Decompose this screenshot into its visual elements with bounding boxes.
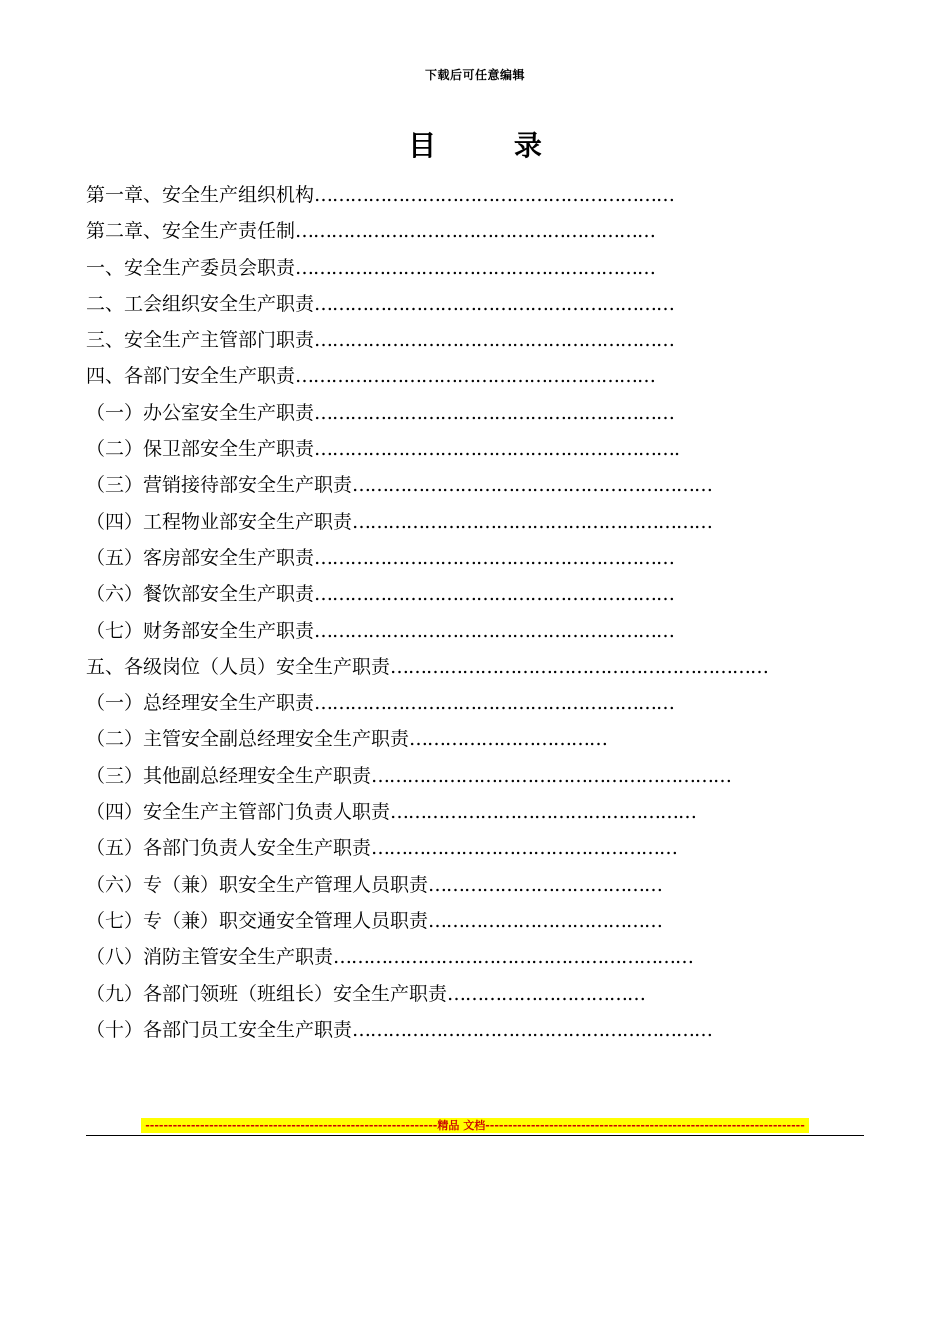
table-of-contents xyxy=(86,177,866,1048)
toc-entry[interactable] xyxy=(86,467,866,503)
toc-entry-text: （一）办公室安全生产职责 xyxy=(86,401,315,424)
toc-leader: ………………………………… xyxy=(428,873,663,896)
toc-entry[interactable] xyxy=(86,867,866,903)
toc-leader: …………………………………………………… xyxy=(295,256,656,279)
toc-entry-text: （六）专（兼）职安全生产管理人员职责 xyxy=(86,873,429,896)
toc-entry[interactable] xyxy=(86,613,866,649)
toc-entry[interactable] xyxy=(86,903,866,939)
toc-entry[interactable] xyxy=(86,794,866,830)
toc-leader: …………………………………………………… xyxy=(314,692,675,715)
toc-entry[interactable] xyxy=(86,649,866,685)
toc-leader: …………………………………………………… xyxy=(371,764,732,787)
toc-leader: …………………………………………………… xyxy=(314,546,675,569)
toc-entry[interactable] xyxy=(86,286,866,322)
toc-leader: …………………………………………………… xyxy=(314,184,675,206)
footer-divider xyxy=(86,1135,864,1136)
toc-leader: ……………………………………………………… xyxy=(390,655,769,678)
toc-leader: …………………………………………………… xyxy=(314,292,675,315)
toc-leader: …………………………… xyxy=(409,728,608,751)
toc-leader: …………………………………………… xyxy=(371,837,678,860)
toc-entry[interactable] xyxy=(86,685,866,721)
toc-entry-text: （三）其他副总经理安全生产职责 xyxy=(86,764,372,787)
page-title: 目 录 xyxy=(408,129,576,162)
toc-leader: …………………………………………………… xyxy=(295,365,656,388)
toc-entry[interactable] xyxy=(86,504,866,540)
toc-entry-text: （五）客房部安全生产职责 xyxy=(86,546,315,569)
toc-entry-text: （六）餐饮部安全生产职责 xyxy=(86,583,315,606)
header-note: 下载后可任意编辑 xyxy=(424,68,525,82)
toc-leader: …………………………… xyxy=(447,982,646,1005)
toc-entry-text: 三、安全生产主管部门职责 xyxy=(86,329,315,352)
toc-entry-text: （七）专（兼）职交通安全管理人员职责 xyxy=(86,909,429,932)
toc-entry-text: （四）安全生产主管部门负责人职责 xyxy=(86,801,391,824)
toc-leader: …………………………………………………… xyxy=(314,583,675,606)
toc-entry[interactable] xyxy=(86,213,866,249)
toc-entry[interactable] xyxy=(86,576,866,612)
toc-entry-text: 一、安全生产委员会职责 xyxy=(86,256,296,279)
toc-entry[interactable] xyxy=(86,721,866,757)
toc-entry[interactable] xyxy=(86,322,866,358)
toc-leader: …………………………………………………… xyxy=(352,1018,713,1041)
toc-entry-text: （八）消防主管安全生产职责 xyxy=(86,946,334,969)
toc-leader: ……………………………………………………. xyxy=(314,438,680,461)
footer-banner: ----------------------------------------------------------------精品 文档---------------------------------------------------------------------- xyxy=(141,1118,809,1133)
toc-entry-text: 五、各级岗位（人员）安全生产职责 xyxy=(86,655,391,678)
toc-entry-text: 四、各部门安全生产职责 xyxy=(86,365,296,388)
toc-entry[interactable] xyxy=(86,250,866,286)
toc-entry-text: 二、工会组织安全生产职责 xyxy=(86,292,315,315)
toc-entry-text: （五）各部门负责人安全生产职责 xyxy=(86,837,372,860)
toc-entry[interactable] xyxy=(86,395,866,431)
toc-leader: …………………………………………………… xyxy=(352,474,713,497)
toc-entry-text: （一）总经理安全生产职责 xyxy=(86,692,315,715)
toc-entry[interactable] xyxy=(86,758,866,794)
toc-entry-text: 第一章、安全生产组织机构 xyxy=(86,184,315,206)
toc-entry[interactable] xyxy=(86,431,866,467)
toc-entry-text: （二）主管安全副总经理安全生产职责 xyxy=(86,728,410,751)
toc-entry-text: （四）工程物业部安全生产职责 xyxy=(86,510,353,533)
toc-entry[interactable] xyxy=(86,1012,866,1048)
toc-entry-text: （十）各部门员工安全生产职责 xyxy=(86,1018,353,1041)
toc-entry[interactable] xyxy=(86,939,866,975)
toc-entry[interactable] xyxy=(86,540,866,576)
toc-entry[interactable] xyxy=(86,358,866,394)
toc-leader: …………………………………………………… xyxy=(314,329,675,352)
toc-leader: …………………………………………………… xyxy=(314,401,675,424)
toc-leader: …………………………………………… xyxy=(390,801,697,824)
toc-entry-text: （七）财务部安全生产职责 xyxy=(86,619,315,642)
toc-entry[interactable] xyxy=(86,177,866,213)
toc-entry-text: （三）营销接待部安全生产职责 xyxy=(86,474,353,497)
toc-leader: …………………………………………………… xyxy=(314,619,675,642)
toc-entry-text: 第二章、安全生产责任制 xyxy=(86,220,296,243)
toc-entry-text: （九）各部门领班（班组长）安全生产职责 xyxy=(86,982,448,1005)
toc-entry[interactable] xyxy=(86,976,866,1012)
toc-leader: …………………………………………………… xyxy=(295,220,656,243)
toc-entry-text: （二）保卫部安全生产职责 xyxy=(86,438,315,461)
toc-leader: …………………………………………………… xyxy=(333,946,694,969)
toc-leader: …………………………………………………… xyxy=(352,510,713,533)
toc-entry[interactable] xyxy=(86,830,866,866)
toc-leader: ………………………………… xyxy=(428,909,663,932)
